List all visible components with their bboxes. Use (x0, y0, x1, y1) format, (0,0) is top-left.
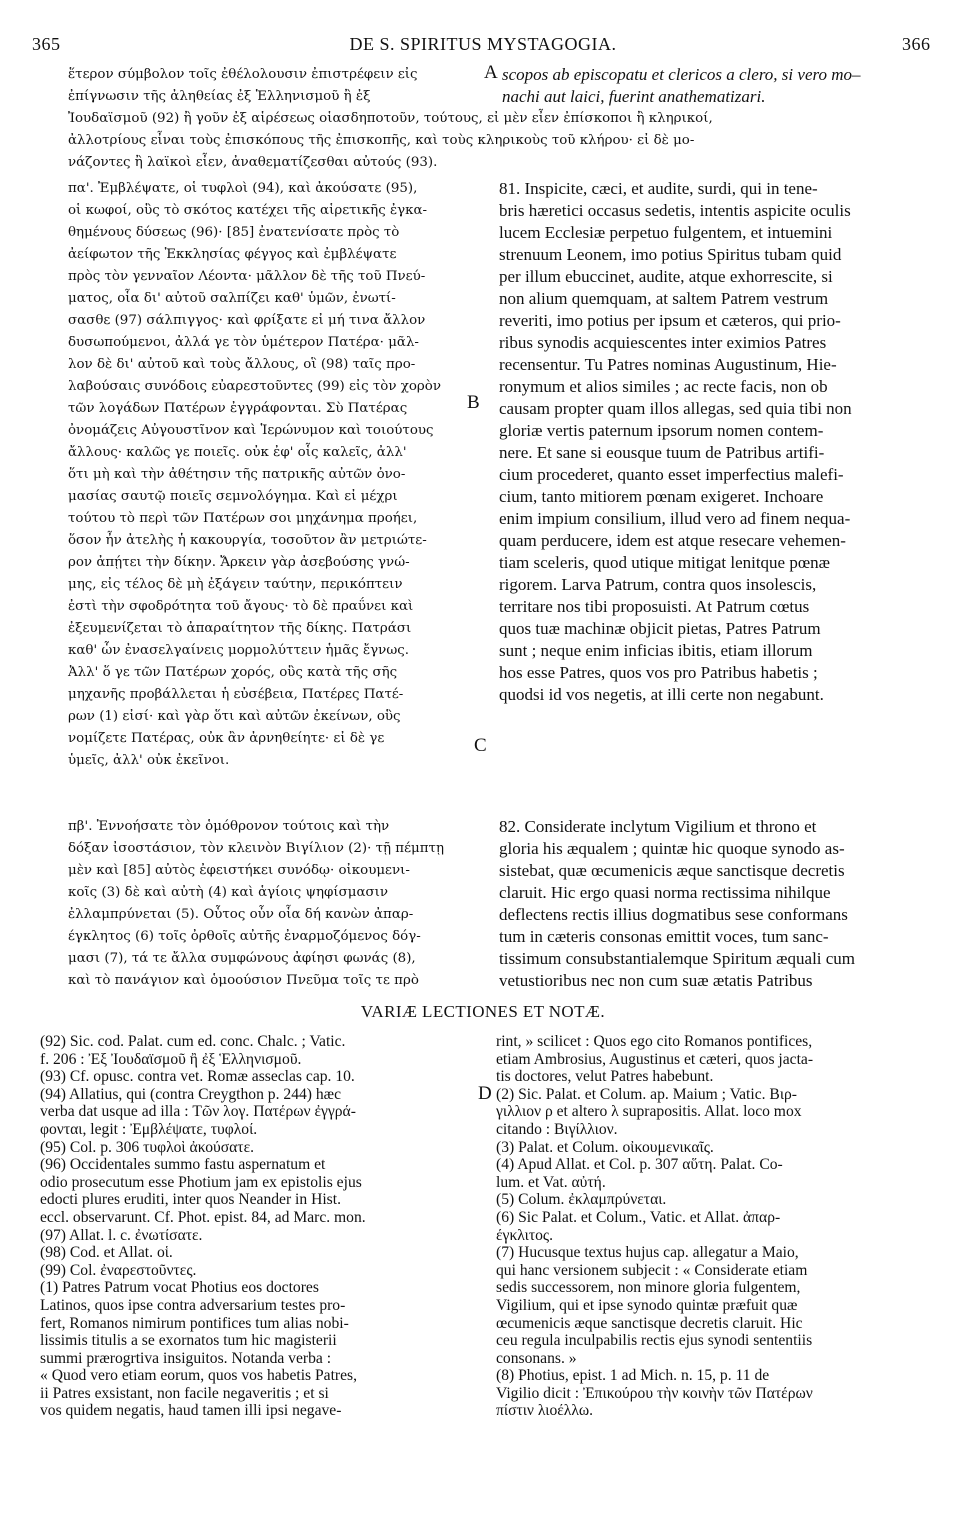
latin-line: ronymum et alios similes ; ac recte facis, non ob (499, 377, 828, 396)
notes-title: VARIÆ LECTIONES ET NOTÆ. (360, 1002, 606, 1021)
top-greek-block (68, 64, 418, 108)
latin-line: nere. Et sane si eousque tuum de Patribus artifi- (499, 443, 825, 462)
latin-line: cium procederet, quanto esset imperfectius malefi- (499, 465, 844, 484)
note-line: (95) Col. p. 306 τυφλοὶ ἀκούσατε. (40, 1138, 255, 1156)
latin-line: tiam sceleris, quod utique mitigat lenitque pœnæ (499, 553, 830, 572)
latin-line: sunt ; neque enim inficias ibitis, etiam illorum (499, 641, 813, 660)
greek-line: ἐλλαμπρύνεται (5). Οὗτος οὖν οἷα δή κανὼν ἀπαρ- (68, 907, 414, 922)
latin-line: territare nos tibi proposuisti. At Patrum cœtus (499, 597, 810, 616)
latin-line: 81. Inspicite, cæci, et audite, surdi, qui in tene- (499, 179, 818, 198)
greek-line: ἀλλοτρίους εἶναι τοὺς ἐπισκόπους τῆς ἐπισκοπῆς, καὶ τοὺς κληρικοὺς τοῦ κλήρου· εἰ δὲ μο- (68, 133, 695, 148)
latin-line: non alium quemquam, at saltem Patrem vestrum (499, 289, 829, 308)
latin-line: reveriti, imo potius per ipsum et cæteros, qui prio- (499, 311, 841, 330)
note-line: (96) Occidentales summo fastu aspernatum et (40, 1156, 326, 1174)
latin-line: tum in cæteris consonas emittit voces, tum sanc- (499, 927, 829, 946)
greek-line: μασι (7), τά τε ἄλλα συμφώνους ἀφίησι φωνάς (8), (68, 951, 416, 966)
greek-line: πα'. Ἐμβλέψατε, οἱ τυφλοὶ (94), καὶ ἀκούσατε (95), (68, 181, 418, 196)
latin-line: rigorem. Larva Patrum, contra quos insolescis, (499, 575, 817, 594)
note-line: (99) Col. ἐναρεστοῦντες. (40, 1261, 197, 1279)
note-line: f. 206 : Ἐξ Ἰουδαϊσμοῦ ἢ ἐξ Ἑλληνισμοῦ. (40, 1050, 302, 1068)
margin-letter-b: B (467, 392, 480, 413)
note-line: (5) Colum. ἐκλαμπρύνεται. (496, 1191, 667, 1209)
note-line: (98) Cod. et Allat. οἱ. (40, 1244, 173, 1262)
note-line: (2) Sic. Palat. et Colum. ap. Maium ; Vatic. Βιρ- (496, 1085, 798, 1103)
note-line: citando : Βιγίλλιον. (496, 1120, 618, 1138)
note-line: (97) Allat. l. c. ἐνωτίσατε. (40, 1226, 203, 1244)
note-line: (92) Sic. cod. Palat. cum ed. conc. Chalc. ; Vatic. (40, 1033, 346, 1050)
full-width-greek-block (68, 108, 713, 174)
greek-line: πρὸς τὸν γενναῖον Λέοντα· μᾶλλον δὲ τῆς τοῦ Πνεύ- (68, 269, 426, 284)
latin-line: quam perducere, idem est atque resecare vehemen- (499, 531, 846, 550)
note-line: vos quidem negatis, haud tamen illi ipsi negave- (40, 1402, 342, 1420)
greek-line: ματος, οἷα δι' αὐτοῦ σαλπίζει καθ' ὑμῶν, ἐνωτί- (68, 291, 396, 306)
right-page-number: 366 (902, 34, 931, 54)
note-line: (3) Palat. et Colum. οἰκουμενικαῖς. (496, 1138, 714, 1156)
latin-line: strenuum Leonem, imo potius Spiritus tubam quid (499, 245, 842, 264)
latin-section-82 (499, 816, 855, 992)
greek-line: ὅτι μὴ καὶ τὴν ἀθέτησιν τῆς πατρικῆς αὐτῶν ὀνο- (68, 467, 406, 482)
latin-line: scopos ab episcopatu et clericos a clero, si vero mo– (502, 65, 861, 84)
note-line: fert, Romanos nimirum pontifices tum alias nobi- (40, 1314, 349, 1332)
greek-line: ὑμεῖς, ἀλλ' οὐκ ἐκεῖνοι. (68, 753, 230, 768)
greek-section-81 (68, 178, 441, 772)
note-line: πίστιν λιοέλλω. (496, 1402, 594, 1420)
latin-line: nachi aut laici, fuerint anathematizari. (502, 87, 766, 106)
latin-line: quodsi id vos negetis, at illi certe non negabunt. (499, 685, 824, 704)
note-line: Latinos, quos ipse contra adversarium testes pro- (40, 1296, 346, 1314)
latin-line: quos tuæ machinæ objicit pietas, Patres Patrum (499, 619, 821, 638)
note-line: etiam Ambrosius, Augustinus et cæteri, quos jacta- (496, 1050, 814, 1068)
latin-line: claruit. Hic ergo quasi norma rectissima nihilque (499, 883, 831, 902)
latin-line: enim impium consilium, illud vero ad finem nequa- (499, 509, 851, 528)
note-line: (4) Apud Allat. et Col. p. 307 αὕτη. Palat. Co- (496, 1156, 783, 1174)
latin-section-81 (499, 178, 852, 706)
latin-line: sistebat, quæ œcumenicis æque sanctisque decretis (499, 861, 845, 880)
greek-line: δυσωπούμενοι, ἀλλά γε τὸν ὑμέτερον Πατέρα· μᾶλ- (68, 335, 419, 350)
margin-letter-c: C (474, 735, 487, 756)
greek-line: καθ' ὧν ἐνασελγαίνεις μορμολύττειν ἡμᾶς ἔγνως. (68, 643, 409, 658)
greek-line: μηχανῆς προβάλλεται ἡ εὐσέβεια, Πατέρες Πατέ- (68, 687, 404, 702)
latin-line: gloriæ vertis paternum ipsorum nomen contem- (499, 421, 824, 440)
greek-line: λον δὲ δι' αὐτοῦ καὶ τοὺς ἄλλους, οἳ (98) ταῖς προ- (68, 357, 416, 372)
latin-line: recensentur. Tu Patres nominas Augustinum, Hie- (499, 355, 837, 374)
greek-section-82 (68, 816, 444, 992)
latin-line: causam propter quam illos allegas, sed quia tibi non (499, 399, 852, 418)
greek-line: έγκλητος (6) τοῖς ὀρθοῖς αὐτῆς ἐναρμοζόμενος δόγ- (68, 929, 421, 944)
note-line: qui hanc versionem subjecit : « Considerate etiam (496, 1261, 808, 1279)
greek-line: Ἀλλ' ὅ γε τῶν Πατέρων χορός, οὓς κατὰ τῆς σῆς (68, 665, 398, 680)
note-line: œcumenicis æque sanctisque decretis claruit. Hic (496, 1314, 803, 1332)
note-line: eccl. observarunt. Cf. Phot. epist. 84, ad Marc. mon. (40, 1208, 366, 1226)
note-line: lissimis titulis a se exornatos tum hic magisterii (40, 1332, 337, 1350)
greek-line: νάζοντες ἢ λαϊκοὶ εἶεν, ἀναθεματίζεσθαι αὐτούς (93). (68, 155, 438, 170)
latin-line: tissimum consubstantialemque Spiritum æquali cum (499, 949, 856, 968)
greek-line: μης, εἰς τέλος δὲ μὴ ἐξάγειν ταύτην, περικόπτειν (68, 577, 403, 592)
note-line: tis doctores, velut Patres habebunt. (496, 1068, 714, 1086)
note-line: Vigilio dicit : Ἐπικούρου τὴν κοινὴν τῶν Πατέρων (496, 1384, 813, 1402)
greek-line: θημένους δύσεως (96)· [85] ἐνατενίσατε πρὸς τὸ (68, 225, 400, 240)
note-line: ceu regula inculpabilis rectis ejus synodi sententiis (496, 1332, 813, 1350)
note-line: rint, » scilicet : Quos ego cito Romanos pontifices, (496, 1033, 813, 1050)
note-line: « Quod vero etiam eorum, quos vos habetis Patres, (40, 1367, 358, 1385)
greek-line: μασίας σαυτῷ ποιεῖς σεμνολόγημα. Καὶ εἰ μέχρι (68, 489, 398, 504)
greek-line: οἱ κωφοί, οὓς τὸ σκότος κατέχει τῆς αἱρετικῆς ἐγκα- (68, 203, 428, 218)
note-line: γιλλιον ρ et altero λ suprapositis. Allat. loco mox (496, 1103, 802, 1121)
running-title: DE S. SPIRITUS MYSTAGOGIA. (349, 34, 617, 54)
note-line: verba dat usque ad illa : Τῶν λογ. Πατέρων ἐγγρά- (40, 1103, 356, 1121)
note-line: (94) Allatius, qui (contra Creygthon p. 244) hæc (40, 1085, 341, 1103)
greek-line: πβ'. Ἐννοήσατε τὸν ὁμόθρονον τούτοις καὶ τὴν (68, 819, 390, 834)
greek-line: τούτου τὸ περὶ τῶν Πατέρων σοι μηχάνημα προήει, (68, 511, 418, 526)
notes-left-column (40, 1033, 366, 1420)
note-line: odio prosecutum esse Photium jam ex epistolis ejus (40, 1173, 362, 1191)
latin-line: lucem Ecclesiæ perpetuo fulgentem, et intuemini (499, 223, 833, 242)
greek-line: ἕτερον σύμβολον τοῖς ἐθέλολουσιν ἐπιστρέφειν εἰς (68, 67, 418, 82)
notes-right-column (496, 1033, 813, 1420)
note-line: φονται, legit : Ἐμβλέψατε, τυφλοί. (40, 1120, 258, 1138)
note-line: (6) Sic Palat. et Colum., Vatic. et Allat. ἀπαρ- (496, 1208, 781, 1226)
greek-line: ὀνομάζεις Αὐγουστῖνον καὶ Ἱερώνυμον καὶ τοιούτους (68, 423, 434, 438)
greek-line: Ἰουδαϊσμοῦ (92) ἢ γοῦν ἐξ αἱρέσεως οἱασδηποτοῦν, τούτους, εἰ μὲν εἶεν ἐπίσκοποι ἢ κληρικοί, (68, 111, 713, 126)
greek-line: ρον ἀπῄτει τὴν δίκην. Ἄρκειν γὰρ ἀσεβούσης γνώ- (68, 555, 410, 570)
note-line: έγκλιτος. (496, 1226, 553, 1244)
note-line: ii Patres exsistant, non facile negaveritis ; et si (40, 1384, 329, 1402)
latin-line: vetustioribus nec non cum suæ ætatis Patribus (499, 971, 813, 990)
greek-line: ἄλλους· καλῶς γε ποιεῖς. οὐκ ἐφ' οἷς καλεῖς, ἀλλ' (68, 445, 407, 460)
latin-line: per illum ebuccinet, audite, atque exhorrescite, si (499, 267, 833, 286)
left-page-number: 365 (32, 34, 61, 54)
latin-line: 82. Considerate inclytum Vigilium et throno et (499, 817, 817, 836)
note-line: (1) Patres Patrum vocat Photius eos doctores (40, 1279, 319, 1297)
note-line: (93) Cf. opusc. contra vet. Romæ asseclas cap. 10. (40, 1068, 355, 1086)
greek-line: ρων (1) εἰσί· καὶ γὰρ ὅτι καὶ αὐτῶν ἐκείνων, οὓς (68, 709, 401, 724)
note-line: edocti plures eruditi, inter quos Neander in Hist. (40, 1191, 341, 1209)
greek-line: ἐξευμενίζεται τὸ ἀπαραίτητον τῆς δίκης. Πατράσι (68, 621, 412, 636)
greek-line: σασθε (97) σάλπιγγος· καὶ φρίξατε εἰ μή τινα ἄλλον (68, 313, 426, 328)
greek-line: κοῖς (3) δὲ καὶ αὐτὴ (4) καὶ ἁγίοις ψηφίσμασιν (68, 885, 389, 900)
greek-line: ἐστὶ τὴν σφοδρότητα τοῦ ἄγους· τὸ δὲ πραΰνει καὶ (68, 599, 414, 614)
greek-line: νομίζετε Πατέρας, οὐκ ἂν ἀρνηθείητε· εἰ δὲ γε (68, 731, 385, 746)
greek-line: λαβούσαις συνόδοις εὐαρεστοῦντες (99) εἰς τὸν χορὸν (68, 379, 442, 394)
greek-line: ὅσον ἦν ἀτελὴς ἡ κακουργία, τοσοῦτον ἂν μετριώτε- (68, 533, 427, 548)
latin-line: hos esse Patres, quos vos pro Patribus habetis ; (499, 663, 818, 682)
margin-letter-d: D (478, 1083, 492, 1104)
latin-line: deflectens rectis illius dogmatibus sese conformans (499, 905, 848, 924)
top-latin-block (502, 64, 861, 108)
note-line: (8) Photius, epist. 1 ad Mich. n. 15, p. 11 de (496, 1367, 770, 1385)
note-line: summi prærogrtiva insiguitos. Notanda verba : (40, 1349, 332, 1367)
latin-line: ribus synodis acquiescentes inter eximios Patres (499, 333, 827, 352)
latin-line: gloria his æqualem ; quintæ hic quoque synodo as- (499, 839, 845, 858)
note-line: (7) Hucusque textus hujus cap. allegatur a Maio, (496, 1244, 799, 1262)
note-line: sedis successorem, non minore gloria fulgentem, (496, 1279, 801, 1297)
greek-line: ἀείφωτον τῆς Ἐκκλησίας φέγγος καὶ ἐμβλέψατε (68, 247, 397, 262)
greek-line: μὲν καὶ [85] αὐτὸς ἐφειστήκει συνόδῳ· οἰκουμενι- (68, 863, 410, 878)
margin-letter-a: A (484, 62, 498, 83)
greek-line: τῶν λογάδων Πατέρων ἐγγράφονται. Σὺ Πατέρας (68, 401, 408, 416)
latin-line: bris hæretici occasus sedetis, intentis aspicite oculis (499, 201, 851, 220)
note-line: Vigilium, qui et ipse synodo quintæ præfuit quæ (496, 1296, 798, 1314)
note-line: lum. et Vat. αὐτή. (496, 1173, 606, 1191)
greek-line: ἐπίγνωσιν τῆς ἀληθείας ἐξ Ἑλληνισμοῦ ἢ ἐξ (68, 89, 371, 104)
greek-line: δόξαν ἰσοστάσιον, τὸν κλεινὸν Βιγίλιον (2)· τῇ πέμπτῃ (68, 841, 444, 856)
note-line: consonans. » (496, 1349, 577, 1367)
latin-line: cium, tanto mitiorem pœnam exigeret. Inchoare (499, 487, 824, 506)
greek-line: καὶ τὸ πανάγιον καὶ ὁμοούσιον Πνεῦμα τοῖς τε πρὸ (68, 973, 419, 988)
